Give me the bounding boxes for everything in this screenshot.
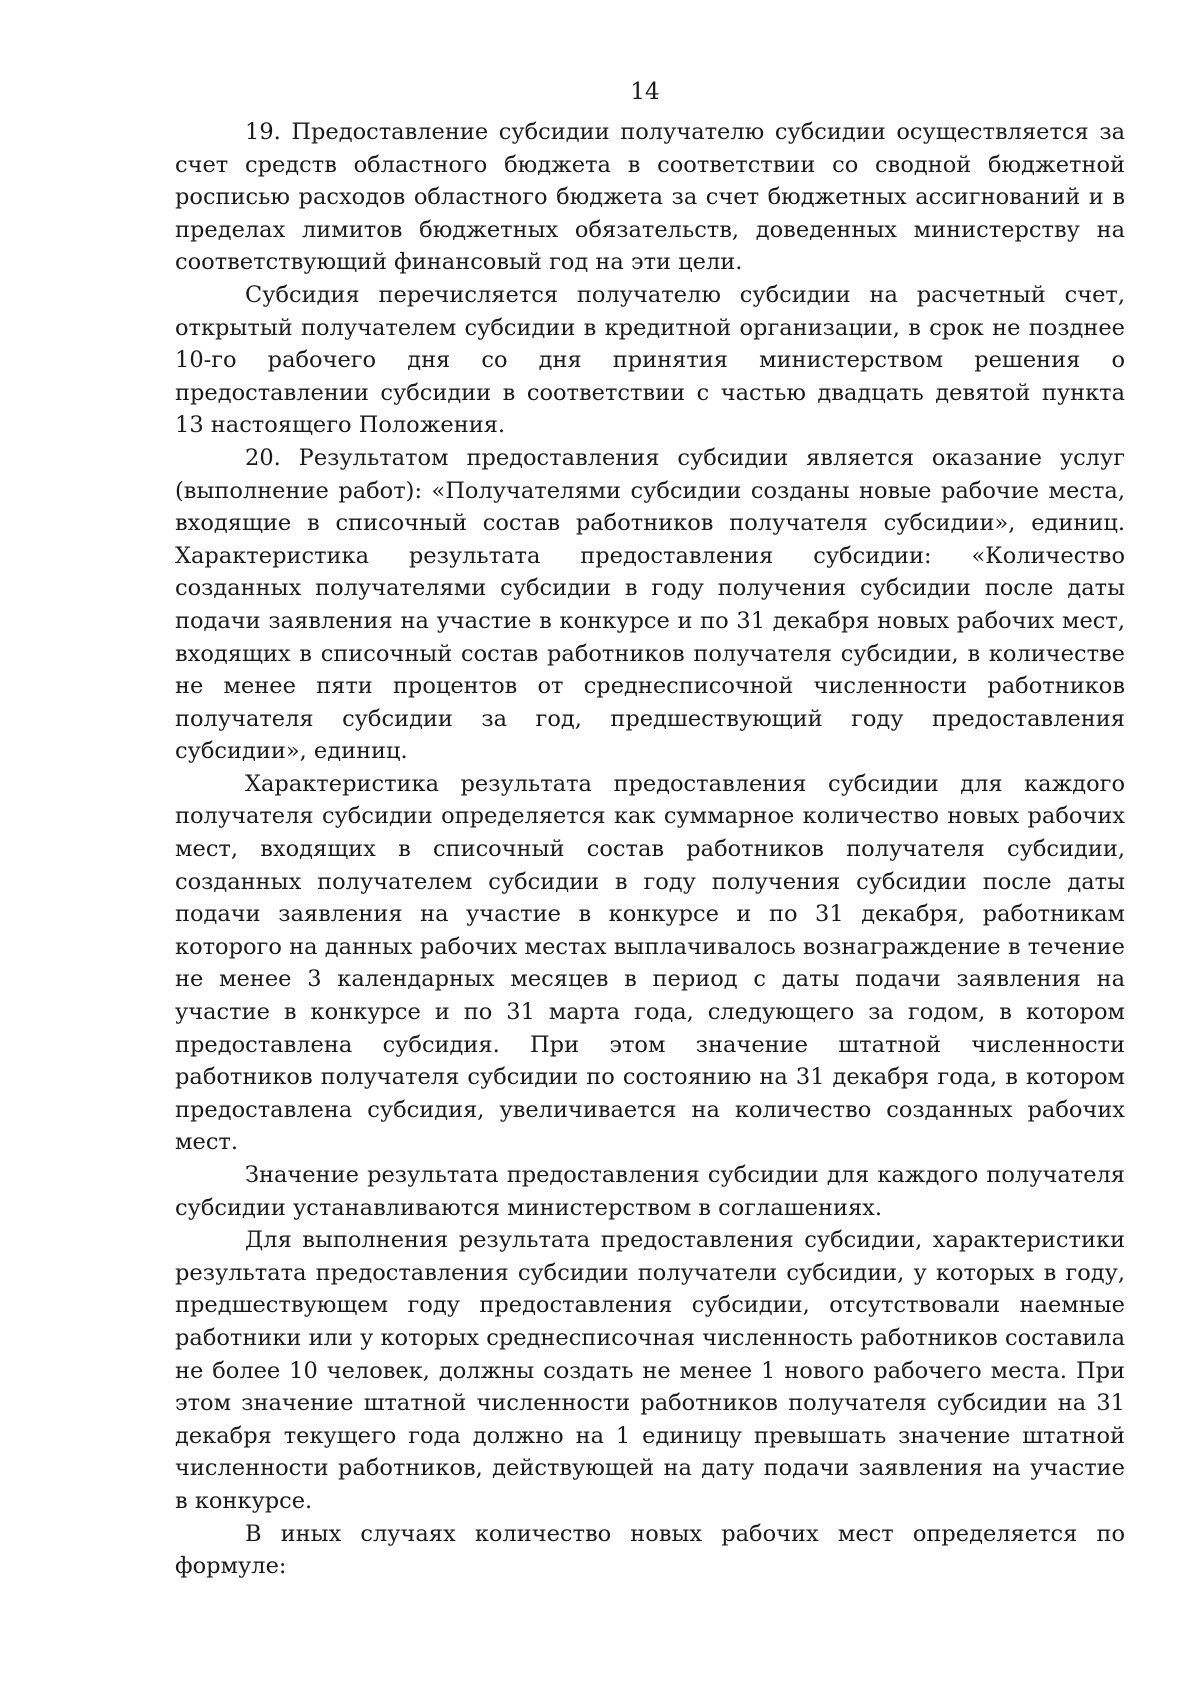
paragraph-20: 20. Результатом предоставления субсидии является оказание услуг (выполнение работ): «Получателями субсидии созданы новые рабочие места, входящие в списочный состав работников получателя субсидии», единиц. Характеристика результата предоставления субсидии: «Количество созданных получателями субсидии в году получения субсидии после даты подачи заявления на участие в конкурсе и по 31 декабря новых рабочих мест, входящих в списочный состав работников получателя субсидии, в количестве не менее пяти процентов от среднесписочной численности работников получателя субсидии за год, предшествующий году предоставления субсидии», единиц. [175,444,1125,765]
paragraph-subsidy-transfer: Субсидия перечисляется получателю субсидии на расчетный счет, открытый получателем субсидии в кредитной организации, в срок не позднее 10-го рабочего дня со дня принятия министерством решения о предоставлении субсидии в соответствии с частью двадцать девятой пункта 13 настоящего Положения. [175,281,1125,439]
paragraph-result-characteristic: Характеристика результата предоставления субсидии для каждого получателя субсидии определяется как суммарное количество новых рабочих мест, входящих в списочный состав работников получателя субсидии, созданных получателем субсидии в году получения субсидии после даты подачи заявления на участие в конкурсе и по 31 декабря, работникам которого на данных рабочих местах выплачивалось вознаграждение в течение не менее 3 календарных месяцев в период с даты подачи заявления на участие в конкурсе и по 31 марта года, следующего за годом, в котором предоставлена субсидия. При этом значение штатной численности работников получателя субсидии по состоянию на 31 декабря года, в котором предоставлена субсидия, увеличивается на количество созданных рабочих мест. [175,770,1125,1156]
page-number: 14 [630,79,660,105]
document-body [175,116,1125,1583]
paragraph-result-value: Значение результата предоставления субсидии для каждого получателя субсидии устанавливаются министерством в соглашениях. [175,1162,1125,1221]
paragraph-19: 19. Предоставление субсидии получателю субсидии осуществляется за счет средств областного бюджета в соответствии со сводной бюджетной росписью расходов областного бюджета за счет бюджетных ассигнований и в пределах лимитов бюджетных обязательств, доведенных министерству на соответствующий финансовый год на эти цели. [175,119,1125,276]
paragraph-formula-intro: В иных случаях количество новых рабочих мест определяется по формуле: [175,1520,1125,1580]
paragraph-result-fulfillment: Для выполнения результата предоставления субсидии, характеристики результата предоставления субсидии получатели субсидии, у которых в году, предшествующем году предоставления субсидии, отсутствовали наемные работники или у которых среднесписочная численность работников составила не более 10 человек, должны создать не менее 1 нового рабочего места. При этом значение штатной численности работников получателя субсидии на 31 декабря текущего года должно на 1 единицу превышать значение штатной численности работников, действующей на дату подачи заявления на участие в конкурсе. [175,1227,1125,1514]
